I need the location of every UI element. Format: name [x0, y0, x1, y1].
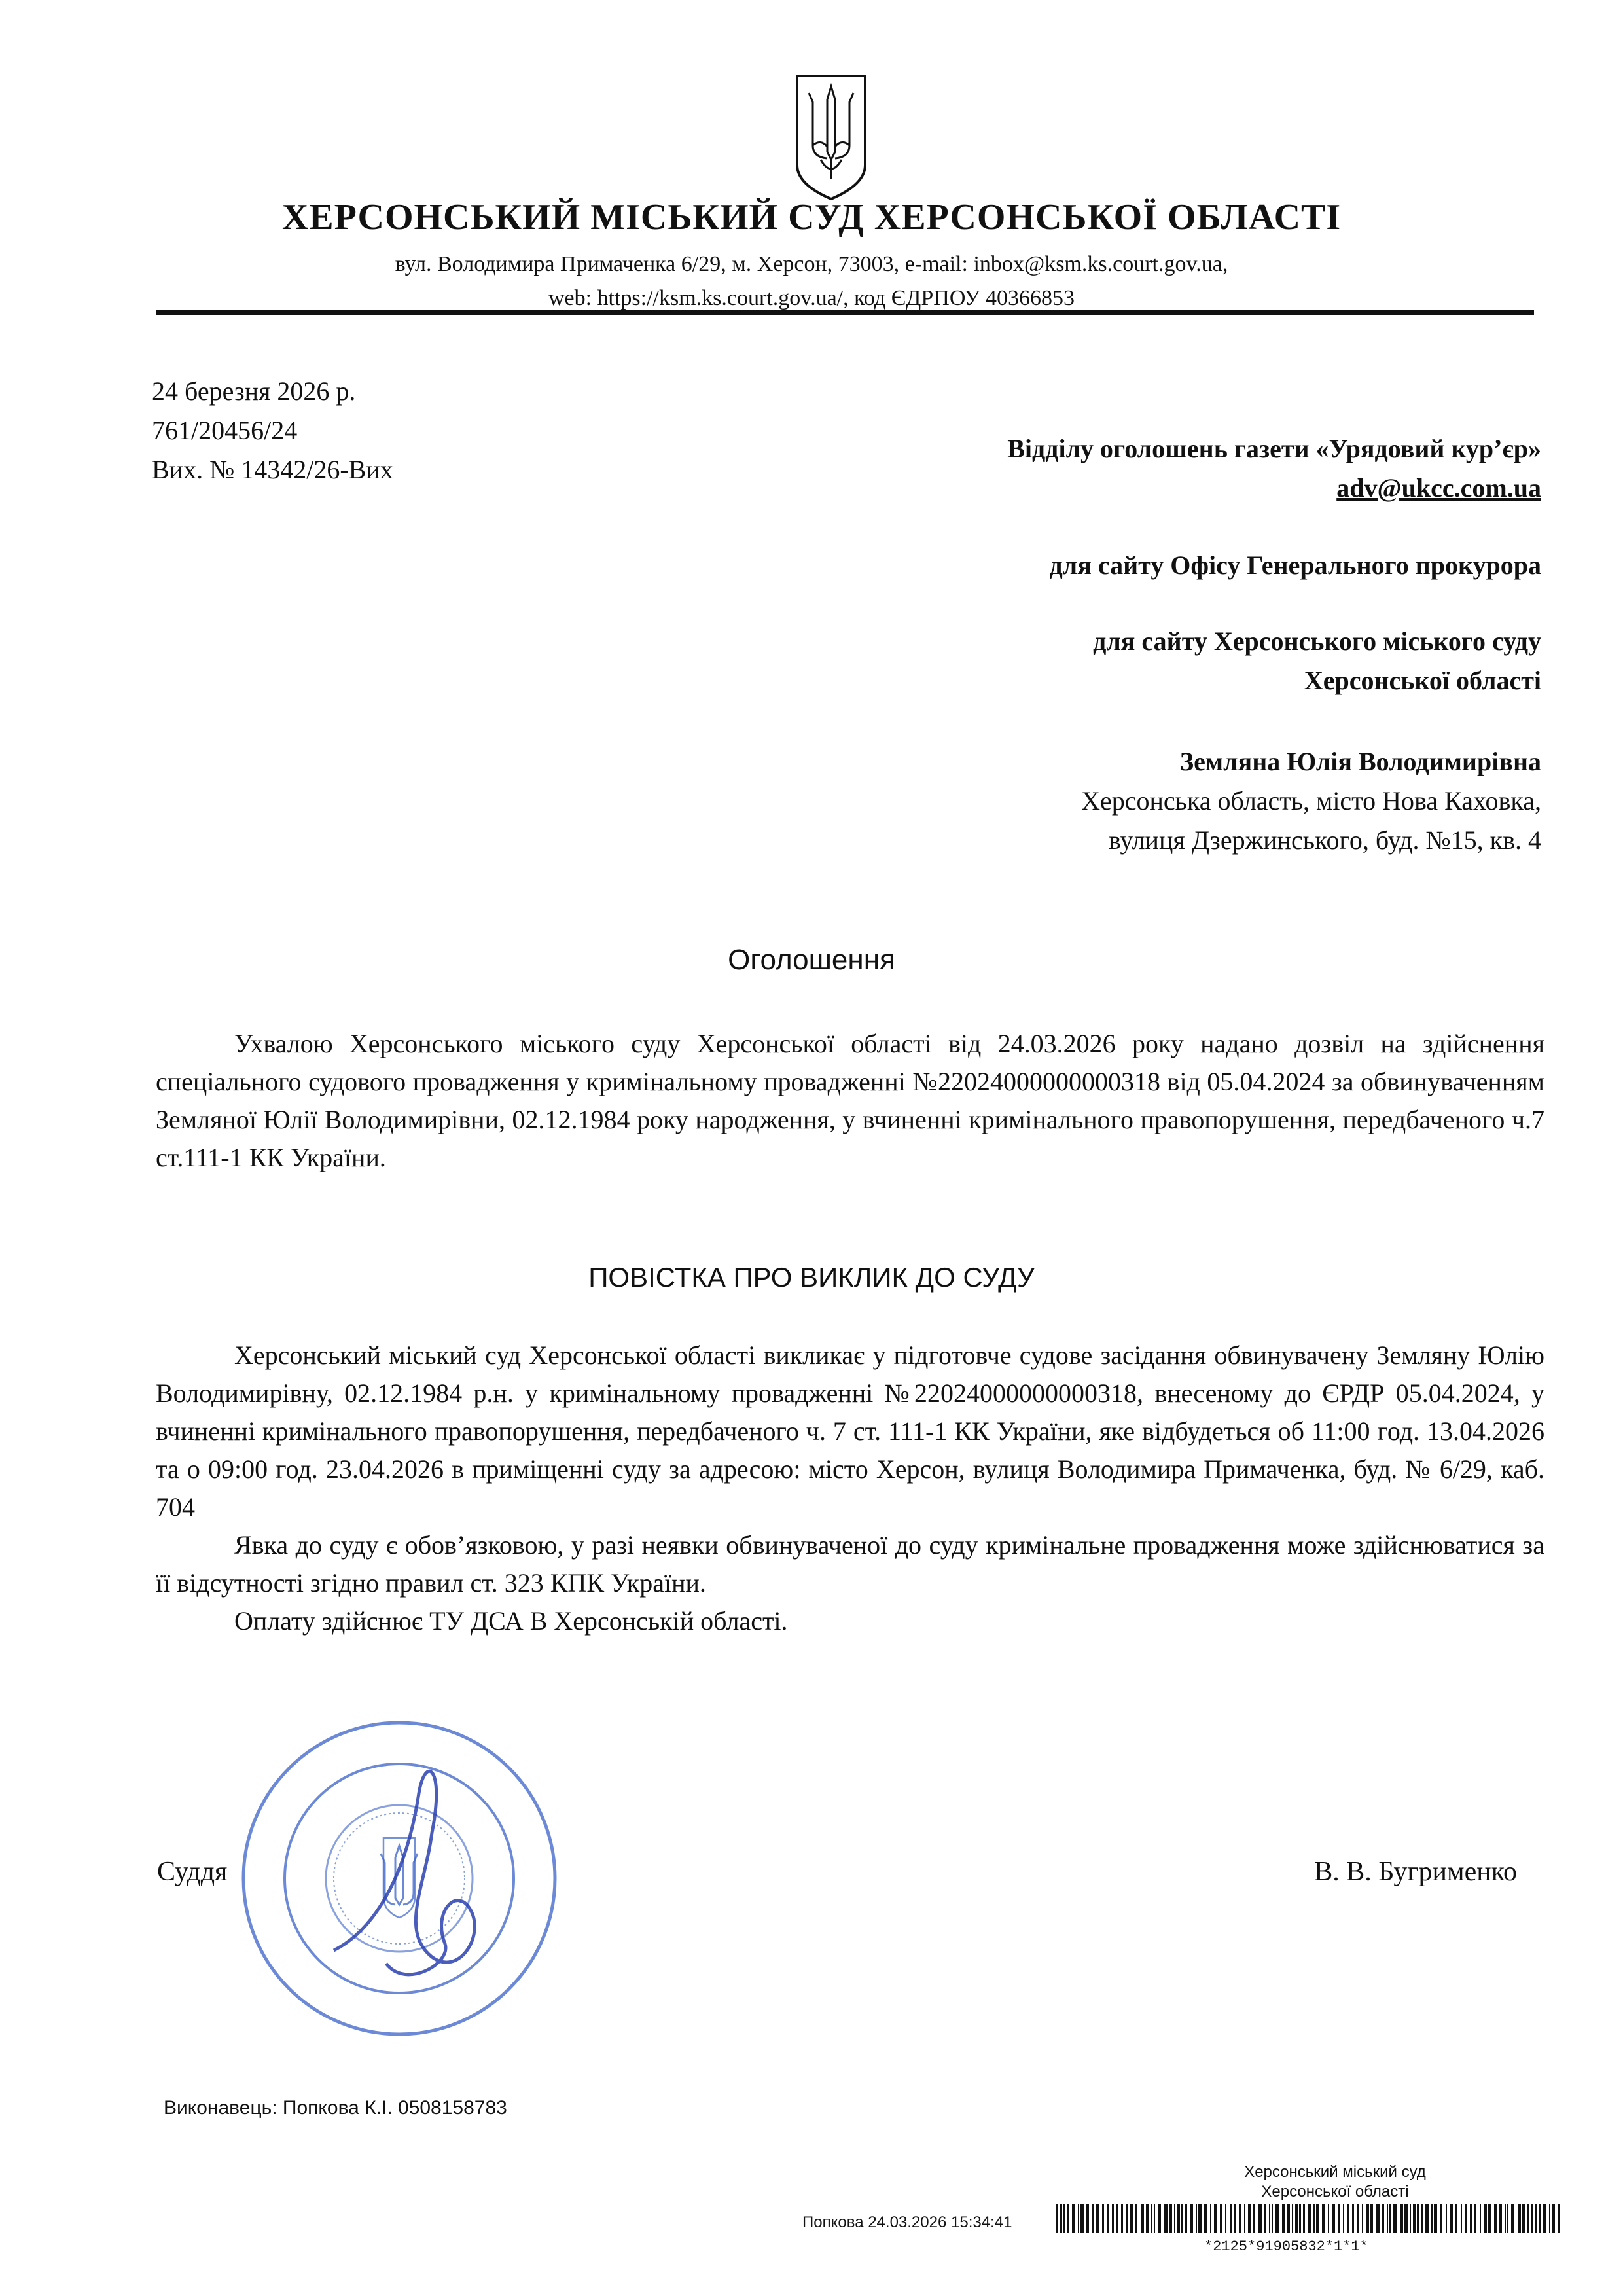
barcode-bar: [1404, 2204, 1408, 2233]
barcode-bar: [1230, 2204, 1232, 2233]
notice-title: Оголошення: [728, 944, 895, 976]
barcode-bar: [1328, 2204, 1329, 2233]
barcode-bar: [1387, 2204, 1388, 2233]
barcode-bar: [1102, 2204, 1104, 2233]
barcode-bar: [1539, 2204, 1541, 2233]
notice-body: [156, 1025, 1544, 1177]
summons-paragraph-2: Явка до суду є обов’язковою, у разі неявки обвинуваченої до суду кримінальне провадження може здійснюватися за її відсутності згідно правил ст. 323 КПК України.: [156, 1530, 1544, 1598]
header-divider: [156, 310, 1534, 315]
barcode-bar: [1316, 2204, 1319, 2233]
court-address: [157, 247, 1466, 315]
document-meta: [152, 372, 393, 490]
barcode-bar: [1272, 2204, 1273, 2233]
summons-paragraph-1: Херсонський міський суд Херсонської області викликає у підготовче судове засідання обвинувачену Земляну Юлію Володимирівну, 02.12.1984 р.н. у кримінальному провадженні №22024000000000318, внесеному до ЄРДР 05.04.2024, у вчиненні кримінального правопорушення, передбаченого ч. 7 ст. 111-1 КК України, яке відбудеться об 11:00 год. 13.04.2026 та о 09:00 год. 23.04.2026 в приміщенні суду за адресою: місто Херсон, вулиця Володимира Примаченка, буд. № 6/29, каб. 704: [156, 1340, 1544, 1522]
barcode-bar: [1067, 2204, 1069, 2233]
barcode-bar: [1522, 2204, 1525, 2233]
barcode-bar: [1204, 2204, 1207, 2233]
barcode-bar: [1116, 2204, 1118, 2233]
barcode-bar: [1308, 2204, 1311, 2233]
barcode-bar: [1198, 2204, 1202, 2233]
barcode-bar: [1446, 2204, 1447, 2233]
barcode-bar: [1470, 2204, 1472, 2233]
barcode-bar: [1239, 2204, 1241, 2233]
barcode-bar: [1292, 2204, 1293, 2233]
barcode-bar: [1484, 2204, 1487, 2233]
barcode-bar: [1112, 2204, 1114, 2233]
barcode-bar: [1146, 2204, 1149, 2233]
barcode-bar: [1322, 2204, 1325, 2233]
barcode-caption-line-2: Херсонської області: [1261, 2183, 1409, 2200]
outgoing-number: Вих. № 14342/26-Вих: [152, 455, 393, 484]
barcode-bar: [1347, 2204, 1349, 2233]
court-seal: [236, 1715, 563, 2042]
barcode-bar: [1376, 2204, 1380, 2233]
barcode-bar: [1552, 2204, 1555, 2233]
barcode-bar: [1063, 2204, 1065, 2233]
barcode-bar: [1382, 2204, 1384, 2233]
barcode-bar: [1158, 2204, 1161, 2233]
barcode-bar: [1434, 2204, 1437, 2233]
barcode-bar: [1214, 2204, 1217, 2233]
barcode-bar: [1461, 2204, 1462, 2233]
barcode-bar: [1303, 2204, 1305, 2233]
barcode-bar: [1352, 2204, 1354, 2233]
summons-title: ПОВІСТКА ПРО ВИКЛИК ДО СУДУ: [588, 1262, 1035, 1293]
barcode-bar: [1210, 2204, 1211, 2233]
barcode-bar: [1177, 2204, 1180, 2233]
barcode-bar: [1413, 2204, 1416, 2233]
recipient-court-site-line-1: для сайту Херсонського міського суду: [1093, 626, 1541, 656]
barcode-bar: [1092, 2204, 1094, 2233]
recipient-person-name: Земляна Юлія Володимирівна: [1180, 747, 1541, 776]
barcode-bar: [1431, 2204, 1433, 2233]
barcode-bar: [1499, 2204, 1502, 2233]
barcode-bar: [1389, 2204, 1391, 2233]
case-number: 761/20456/24: [152, 416, 298, 445]
summons-body: [156, 1336, 1544, 1640]
barcode-bar: [1527, 2204, 1529, 2233]
barcode-caption: [1165, 2162, 1505, 2202]
barcode-bar: [1164, 2204, 1168, 2233]
barcode-bar: [1225, 2204, 1226, 2233]
document-date: 24 березня 2026 р.: [152, 376, 356, 406]
barcode-bar: [1400, 2204, 1403, 2233]
barcode-bar: [1440, 2204, 1442, 2233]
court-address-line-2: web: https://ksm.ks.court.gov.ua/, код ЄДРПОУ 40366853: [548, 286, 1075, 310]
barcode-bar: [1474, 2204, 1476, 2233]
barcode-bar: [1126, 2204, 1128, 2233]
barcode-bar: [1299, 2204, 1301, 2233]
barcode-bar: [1253, 2204, 1255, 2233]
barcode-bar: [1248, 2204, 1251, 2233]
barcode-bar: [1060, 2204, 1062, 2233]
recipient-newspaper: Відділу оголошень газети «Урядовий кур’єр»: [1007, 434, 1541, 463]
barcode-bar: [1343, 2204, 1344, 2233]
barcode-bar: [1174, 2204, 1175, 2233]
recipients-block: [625, 429, 1541, 860]
barcode-bar: [1185, 2204, 1187, 2233]
barcode-bar: [1096, 2204, 1099, 2233]
barcode-bar: [1450, 2204, 1453, 2233]
barcode-bar: [1121, 2204, 1123, 2233]
court-address-line-1: вул. Володимира Примаченка 6/29, м. Херсон, 73003, e-mail: inbox@ksm.ks.court.gov.ua,: [395, 252, 1228, 276]
judge-name: В. В. Бугрименко: [1314, 1857, 1517, 1887]
barcode-bar: [1056, 2204, 1058, 2233]
barcode-bar: [1338, 2204, 1340, 2233]
barcode-bar: [1234, 2204, 1236, 2233]
barcode-bar: [1362, 2204, 1363, 2233]
barcode-bar: [1488, 2204, 1491, 2233]
barcode-bar: [1078, 2204, 1079, 2233]
barcode-bar: [1130, 2204, 1133, 2233]
barcode-bar: [1494, 2204, 1497, 2233]
barcode-bar: [1558, 2204, 1560, 2233]
notice-text: Ухвалою Херсонського міського суду Херсонської області від 24.03.2026 року надано дозвіл на здійснення спеціального судового провадження у кримінальному провадженні №22024000000000318 від 05.04.2024 за обвинуваченням Земляної Юлії Володимирівни, 02.12.1984 року народження, у вчиненні кримінального правопорушення, передбаченого ч.7 ст.111-1 КК України.: [156, 1029, 1544, 1172]
court-title: ХЕРСОНСЬКИЙ МІСЬКИЙ СУД ХЕРСОНСЬКОЇ ОБЛАСТІ: [281, 197, 1342, 238]
trident-icon: [794, 73, 868, 202]
barcode-bar: [1425, 2204, 1429, 2233]
barcode-bar: [1287, 2204, 1290, 2233]
barcode-bar: [1181, 2204, 1183, 2233]
barcode-bar: [1141, 2204, 1144, 2233]
barcode-bar: [1505, 2204, 1506, 2233]
barcode-bar: [1543, 2204, 1546, 2233]
recipient-court-site-line-2: Херсонської області: [1304, 666, 1541, 695]
barcode-bar: [1282, 2204, 1285, 2233]
barcode-bar: [1417, 2204, 1419, 2233]
barcode-bar: [1465, 2204, 1467, 2233]
barcode-bar: [1080, 2204, 1084, 2233]
barcode-bar: [1295, 2204, 1298, 2233]
recipient-prosecutor: для сайту Офісу Генерального прокурора: [1049, 550, 1541, 580]
recipient-person-address-line-1: Херсонська область, місто Нова Каховка,: [1081, 786, 1541, 816]
barcode-bar: [1154, 2204, 1155, 2233]
summons-paragraph-3: Оплату здійснює ТУ ДСА В Херсонській області.: [234, 1606, 788, 1636]
recipient-newspaper-email[interactable]: adv@ukcc.com.ua: [1336, 473, 1541, 503]
barcode-bar: [1357, 2204, 1359, 2233]
barcode-bar: [1366, 2204, 1369, 2233]
barcode-timestamp: Попкова 24.03.2026 15:34:41: [802, 2214, 1012, 2231]
barcode-bar: [1220, 2204, 1222, 2233]
barcode-bar: [1135, 2204, 1137, 2233]
judge-label: Суддя: [157, 1857, 228, 1887]
barcode-bar: [1086, 2204, 1089, 2233]
barcode-bar: [1511, 2204, 1514, 2233]
barcode-caption-line-1: Херсонський міський суд: [1244, 2163, 1426, 2181]
recipient-person-address-line-2: вулиця Дзержинського, буд. №15, кв. 4: [1108, 825, 1541, 855]
barcode-bar: [1264, 2204, 1266, 2233]
barcode-bar: [1269, 2204, 1270, 2233]
barcode-bar: [1507, 2204, 1508, 2233]
executor-info: Виконавець: Попкова К.І. 0508158783: [164, 2097, 507, 2119]
barcode-bar: [1518, 2204, 1521, 2233]
barcode-bar: [1455, 2204, 1457, 2233]
barcode-bar: [1370, 2204, 1373, 2233]
barcode-bar: [1244, 2204, 1245, 2233]
barcode-bar: [1313, 2204, 1315, 2233]
barcode-bar: [1258, 2204, 1262, 2233]
barcode-bar: [1151, 2204, 1152, 2233]
barcode-bar: [1190, 2204, 1193, 2233]
barcode-bar: [1107, 2204, 1109, 2233]
barcode-bar: [1169, 2204, 1172, 2233]
barcode-bar: [1072, 2204, 1075, 2233]
barcode-bar: [1535, 2204, 1537, 2233]
barcode-bar: [1196, 2204, 1197, 2233]
barcode-bar: [1531, 2204, 1533, 2233]
barcode-bar: [1275, 2204, 1279, 2233]
barcode-bar: [1393, 2204, 1397, 2233]
barcode-bar: [1410, 2204, 1411, 2233]
barcode-bar: [1480, 2204, 1481, 2233]
barcode-bar: [1421, 2204, 1423, 2233]
barcode: [1056, 2204, 1560, 2233]
barcode-bar: [1332, 2204, 1335, 2233]
barcode-bar: [1549, 2204, 1550, 2233]
barcode-number: *2125*91905832*1*1*: [1204, 2238, 1368, 2255]
